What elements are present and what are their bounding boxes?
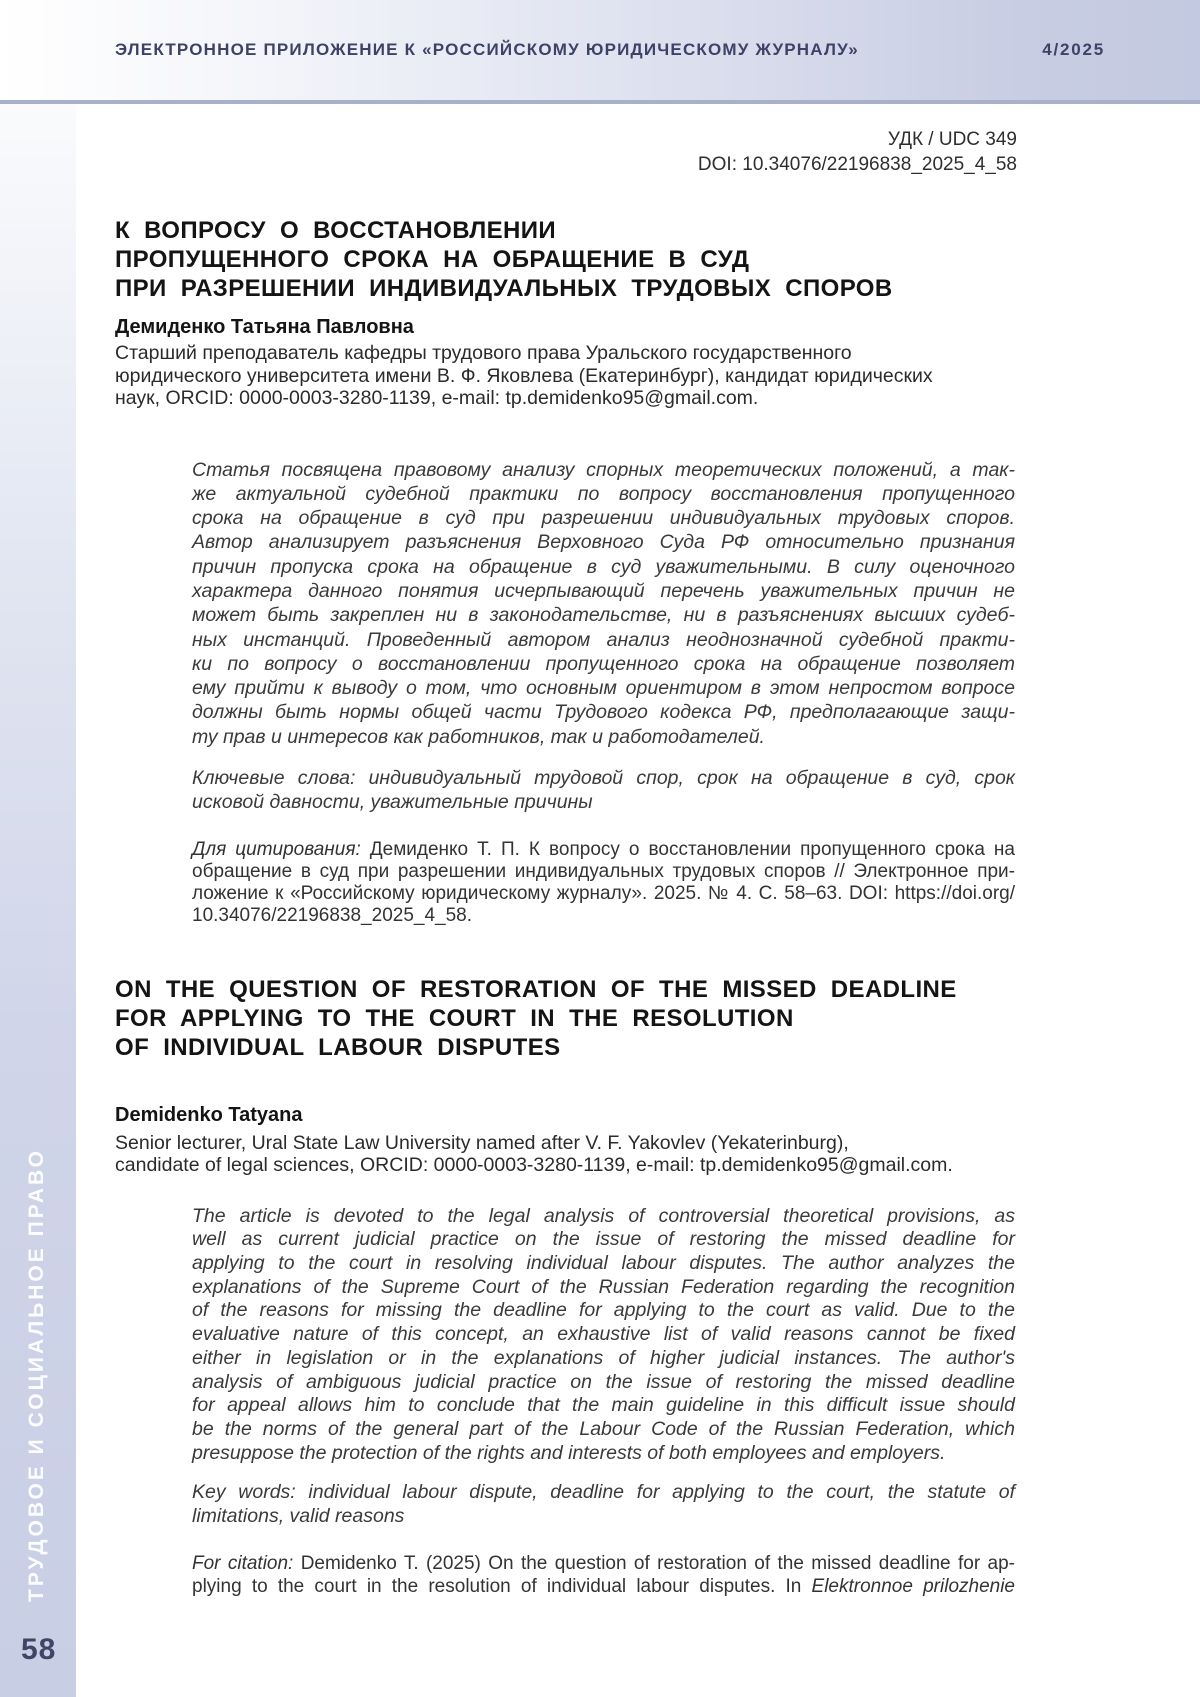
sidebar-section-label: ТРУДОВОЕ И СОЦИАЛЬНОЕ ПРАВО: [25, 1148, 48, 1602]
text-line: Senior lecturer, Ural State Law University named after V. F. Yakovlev (Yekaterinburg),: [115, 1131, 849, 1154]
text-line: причин пропуска срока на обращение в суд уважительными. В силу оценочного: [192, 555, 1015, 578]
text-line: be the norms of the general part of the Labour Code of the Russian Federation, which: [192, 1417, 1015, 1440]
text-line: 10.34076/22196838_2025_4_58.: [192, 904, 473, 926]
article-meta: [115, 127, 1017, 177]
text-line: for appeal allows him to conclude that the main guideline in this difficult issue should: [192, 1394, 1015, 1417]
issue-number: 4/2025: [1042, 40, 1105, 59]
text-line: ON THE QUESTION OF RESTORATION OF THE MISSED DEADLINE: [115, 975, 957, 1003]
text-line: исковой давности, уважительные причины: [192, 791, 593, 814]
article-content: [0, 104, 1200, 1598]
text-line: же актуальной судебной практики по вопросу восстановления пропущенного: [192, 482, 1015, 505]
text-line: candidate of legal sciences, ORCID: 0000-0003-3280-1139, e-mail: tp.demidenko95@gmail.com.: [115, 1154, 953, 1177]
text-line: FOR APPLYING TO THE COURT IN THE RESOLUTION: [115, 1004, 794, 1032]
text-line: ПРИ РАЗРЕШЕНИИ ИНДИВИДУАЛЬНЫХ ТРУДОВЫХ СПОРОВ: [115, 275, 893, 302]
text-line: analysis of ambiguous judicial practice on the issue of restoring the missed deadline: [192, 1370, 1015, 1393]
text-line: может быть закреплен ни в законодательстве, ни в разъяснениях высших судеб-: [192, 604, 1015, 627]
udc-label: УДК / UDC 349: [887, 129, 1017, 150]
text-line: Для цитирования: Демиденко Т. П. К вопросу о восстановлении пропущенного срока на: [192, 838, 1015, 860]
text-line: The article is devoted to the legal analysis of controversial theoretical provisions, as: [192, 1204, 1015, 1227]
author-name-en: Demidenko Tatyana: [115, 1103, 303, 1126]
author-affiliation-en: [115, 1132, 1100, 1177]
text-line: presuppose the protection of the rights and interests of both employees and employers.: [192, 1441, 946, 1464]
text-line: plying to the court in the resolution of individual labour disputes. In Elektronnoe prilozhenie: [192, 1575, 1015, 1597]
text-line: обращение в суд при разрешении индивидуальных трудовых споров // Электронное при-: [192, 860, 1015, 882]
article-title-en: [115, 975, 1110, 1062]
text-line: OF INDIVIDUAL LABOUR DISPUTES: [115, 1033, 561, 1061]
abstract-en: [192, 1205, 1015, 1466]
doi-label: DOI: 10.34076/22196838_2025_4_58: [697, 154, 1017, 175]
text-line: наук, ORCID: 0000-0003-3280-1139, e-mail: tp.demidenko95@gmail.com.: [115, 387, 759, 409]
text-line: For citation: Demidenko T. (2025) On the question of restoration of the missed deadline for ap-: [192, 1552, 1015, 1574]
abstract-ru: [192, 458, 1015, 750]
text-line: explanations of the Supreme Court of the Russian Federation regarding the recognition: [192, 1275, 1015, 1298]
text-line: ки по вопросу о восстановлении пропущенного срока на обращение позволяет: [192, 652, 1015, 675]
text-line: Ключевые слова: индивидуальный трудовой спор, срок на обращение в суд, срок: [192, 767, 1015, 790]
text-line: Старший преподаватель кафедры трудового права Уральского государственного: [115, 342, 852, 364]
text-line: well as current judicial practice on the issue of restoring the missed deadline for: [192, 1228, 1015, 1251]
author-affiliation-ru: [115, 342, 1100, 410]
text-line: of the reasons for missing the deadline for applying to the court as valid. Due to the: [192, 1299, 1015, 1322]
text-line: ложение к «Российскому юридическому журналу». 2025. № 4. С. 58–63. DOI: https://doi.org/: [192, 882, 1015, 904]
text-line: Автор анализирует разъяснения Верховного Суда РФ относительно признания: [192, 531, 1015, 554]
citation-en: [192, 1553, 1015, 1598]
article-title-ru: [115, 216, 1110, 303]
text-line: К ВОПРОСУ О ВОССТАНОВЛЕНИИ: [115, 217, 557, 244]
keywords-en: [192, 1481, 1015, 1528]
page-number: 58: [21, 1633, 57, 1666]
text-line: ных инстанций. Проведенный автором анализ неоднозначной судебной практи-: [192, 628, 1015, 651]
text-line: юридического университета имени В. Ф. Яковлева (Екатеринбург), кандидат юридических: [115, 364, 933, 387]
citation-ru: [192, 839, 1015, 927]
text-line: ему прийти к выводу о том, что основным ориентиром в этом непростом вопросе: [192, 677, 1015, 700]
text-line: Статья посвящена правовому анализу спорных теоретических положений, а так-: [192, 458, 1015, 481]
text-line: срока на обращение в суд при разрешении индивидуальных трудовых споров.: [192, 507, 1015, 530]
text-line: ПРОПУЩЕННОГО СРОКА НА ОБРАЩЕНИЕ В СУД: [115, 246, 750, 273]
header-band: [0, 0, 1200, 104]
text-line: характера данного понятия исчерпывающий перечень уважительных причин не: [192, 579, 1015, 602]
text-line: either in legislation or in the explanations of higher judicial instances. The author's: [192, 1346, 1015, 1369]
text-line: Key words: individual labour dispute, deadline for applying to the court, the statute of: [192, 1481, 1015, 1504]
text-line: limitations, valid reasons: [192, 1505, 405, 1528]
text-line: applying to the court in resolving individual labour disputes. The author analyzes the: [192, 1252, 1015, 1275]
text-line: должны быть нормы общей части Трудового кодекса РФ, предполагающие защи-: [192, 701, 1015, 724]
text-line: ту прав и интересов как работников, так и работодателей.: [192, 725, 765, 748]
journal-title: ЭЛЕКТРОННОЕ ПРИЛОЖЕНИЕ К «РОССИЙСКОМУ ЮРИДИЧЕСКОМУ ЖУРНАЛУ»: [115, 40, 859, 59]
keywords-ru: [192, 766, 1015, 815]
text-line: evaluative nature of this concept, an exhaustive list of valid reasons cannot be fixed: [192, 1323, 1015, 1346]
author-name-ru: Демиденко Татьяна Павловна: [115, 316, 414, 338]
